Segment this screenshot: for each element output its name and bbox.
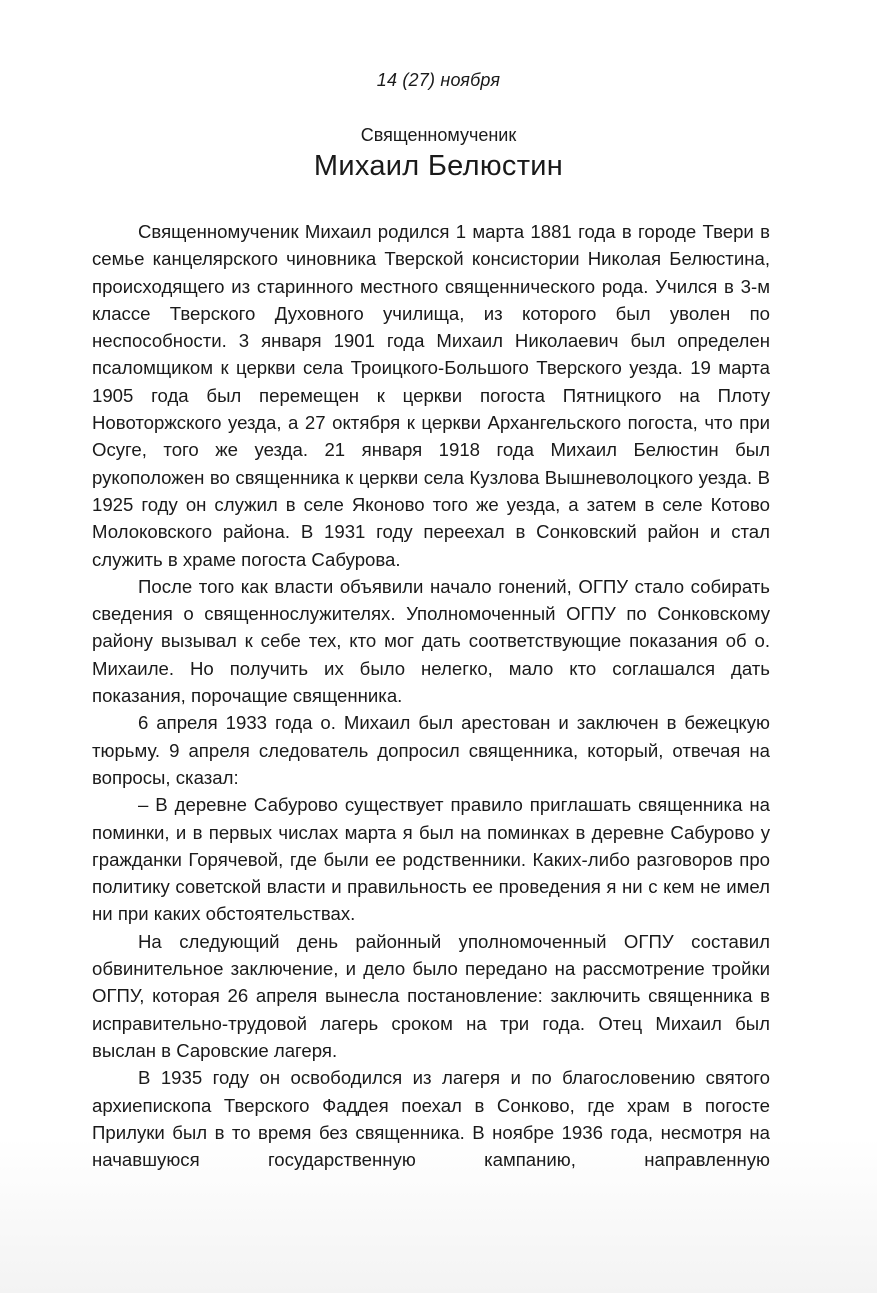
paragraph-arrest: 6 апреля 1933 года о. Михаил был арестован и заключен в бежецкую тюрьму. 9 апреля следователь допросил священника, который, отвечая на вопросы, сказал: bbox=[92, 712, 770, 788]
paragraph-testimony: – В деревне Сабурово существует правило приглашать священника на поминки, и в первых числах марта я был на поминках в деревне Сабурово у гражданки Горячевой, где были ее родственники. Каких-либо разговоров про политику советской власти и правильность ее проведения я ни с кем не имел ни при каких обстоятельствах. bbox=[92, 794, 770, 925]
paragraph-release: В 1935 году он освободился из лагеря и по благословению святого архиепископа Тверского Фаддея поехал в Сонково, где храм в погосте Прилуки был в то время без священника. В ноябре 1936 года, несмотря на начавшуюся государственную кампанию, направленную bbox=[92, 1067, 770, 1171]
paragraph-sentence: На следующий день районный уполномоченный ОГПУ составил обвинительное заключение, и дело было передано на рассмотрение тройки ОГПУ, которая 26 апреля вынесла постановление: заключить священника в исправительно-трудовой лагерь сроком на три года. Отец Михаил был выслан в Саровские лагеря. bbox=[92, 930, 770, 1061]
paragraph-biography: Священномученик Михаил родился 1 марта 1881 года в городе Твери в семье канцелярского чиновника Тверской консистории Николая Белюстина, происходящего из старинного местного священнического рода. Учился в 3-м классе Тверского Духовного училища, из которого был уволен по неспособности. 3 января 1901 года Михаил Николаевич был определен псаломщиком к церкви села Троицкого-Большого Тверского уезда. 19 марта 1905 года был перемещен к церкви погоста Пятницкого на Плоту Новоторжского уезда, а 27 октября к церкви Архангельского погоста, что при Осуге, того же уезда. 21 января 1918 года Михаил Белюстин был рукоположен во священника к церкви села Кузлова Вышневолоцкого уезда. В 1925 году он служил в селе Яконово того же уезда, а затем в селе Котово Молоковского района. В 1931 году переехал в Сонковский район и стал служить в храме погоста Сабурова. bbox=[92, 221, 770, 570]
saint-rank: Священномученик bbox=[360, 125, 517, 145]
paragraph-persecution: После того как власти объявили начало гонений, ОГПУ стало собирать сведения о священнослужителях. Уполномоченный ОГПУ по Сонковскому району вызывал к себе тех, кто мог дать соответствующие показания об о. Михаиле. Но получить их было нелегко, мало кто соглашался дать показания, порочащие священника. bbox=[92, 575, 770, 707]
saint-name-title: Михаил Белюстин bbox=[313, 150, 564, 182]
article-body bbox=[92, 218, 770, 1173]
commemoration-date: 14 (27) ноября bbox=[376, 70, 501, 90]
